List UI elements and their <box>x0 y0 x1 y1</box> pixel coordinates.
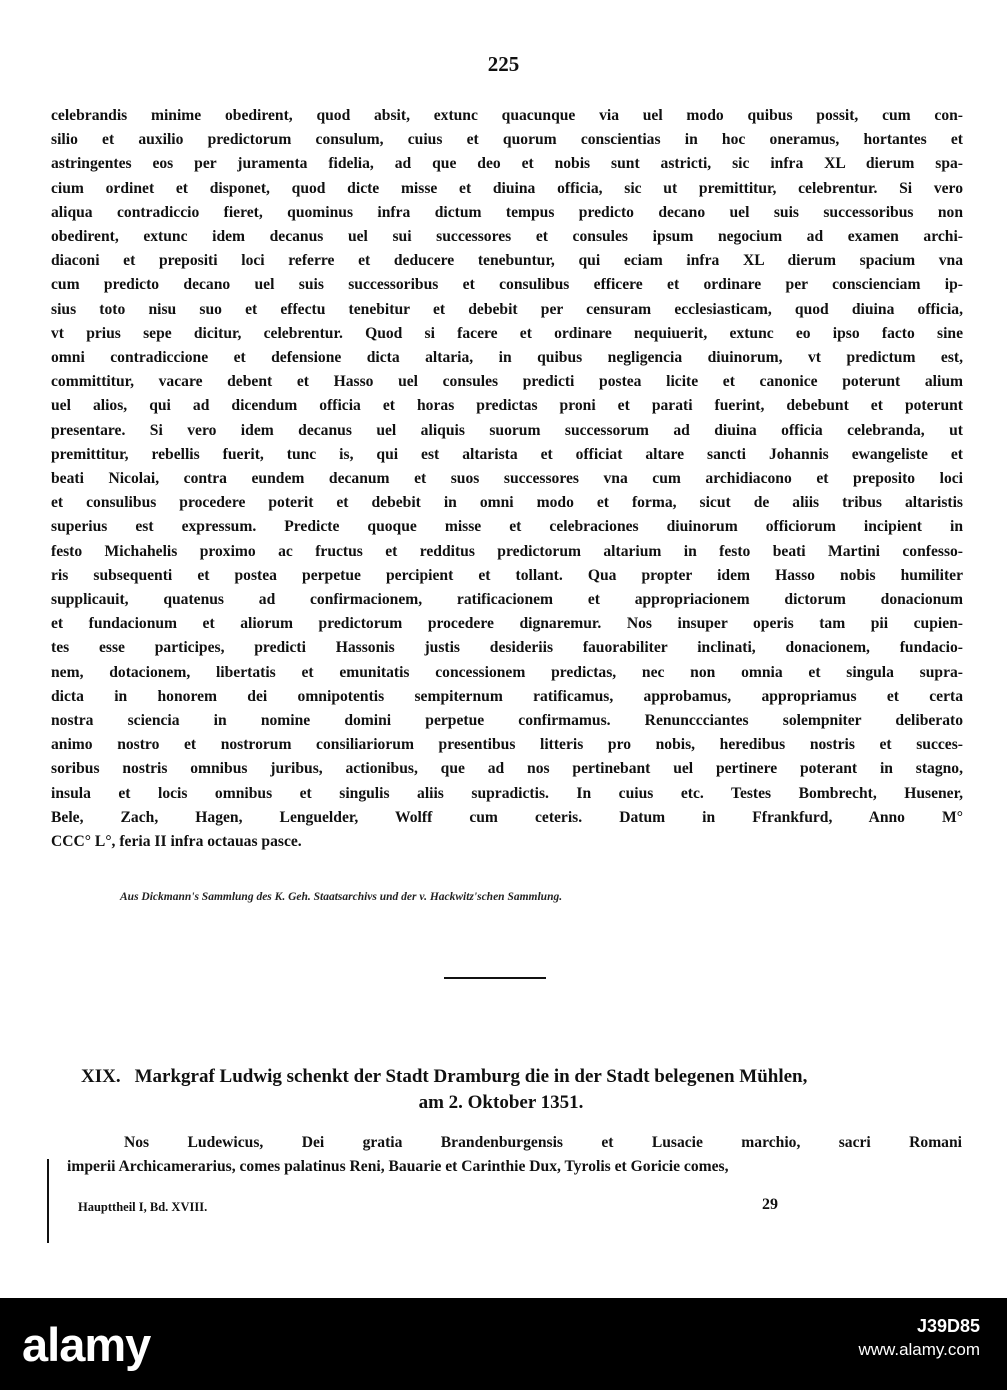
source-note: Aus Dickmann's Sammlung des K. Geh. Staatsarchivs und der v. Hackwitz'schen Sammlung. <box>120 891 563 903</box>
watermark-info <box>858 1314 980 1362</box>
margin-bar <box>47 1159 49 1243</box>
body-line: dicta in honorem dei omnipotentis sempiternum ratificamus, approbamus, appropriamus et certa <box>51 687 963 705</box>
body-line: superius est expressum. Predicte quoque misse et celebraciones diuinorum officiorum incipient in <box>51 518 963 536</box>
body-line: supplicauit, quatenus ad confirmacionem, ratificacionem et appropriacionem dictorum donacionum <box>51 591 963 609</box>
body-line: cium ordinet et disponet, quod dicte misse et diuina officia, sic ut premittitur, celebrentur. Si vero <box>51 179 963 197</box>
heading-numeral: XIX. <box>81 1066 121 1087</box>
body-line: festo Michahelis proximo ac fructus et redditus predictorum altarium in festo beati Martini confesso- <box>51 542 963 560</box>
body-line: et consulibus procedere poterit et debebit in omni modo et forma, sicut de aliis tribus altaristis <box>51 494 963 512</box>
body-line: presentare. Si vero idem decanus uel aliquis suorum successorum ad diuina officia celebranda, ut <box>51 421 963 439</box>
body-line: committitur, vacare debent et Hasso uel consules predicti postea licite et canonice poterunt alium <box>51 373 963 391</box>
body-line: sius toto nisu suo et effectu tenebitur et debebit per censuram ecclesiasticam, quod diuina officia, <box>51 300 963 318</box>
body-line: nem, dotacionem, libertatis et emunitatis concessionem predictas, nec non omnia et singula supra- <box>51 663 963 681</box>
watermark-image-id: J39D85 <box>916 1316 980 1336</box>
body-line: aliqua contradiccio fieret, quominus infra dictum tempus predicto decano uel suis successoribus non <box>51 203 963 221</box>
body-line: diaconi et prepositi loci referre et deducere tenebuntur, qui eciam infra XL dierum spacium vna <box>51 252 963 270</box>
watermark-logo: alamy <box>22 1318 151 1371</box>
body-line: silio et auxilio predictorum consulum, cuius et quorum conscientias in hoc oneramus, hortantes et <box>51 131 963 149</box>
watermark-url: www.alamy.com <box>858 1340 980 1359</box>
body-line: beati Nicolai, contra eundem decanum et suos successores vna cum archidiacono et preposito loci <box>51 470 963 488</box>
body-line: et fundacionum et aliorum predictorum procedere dignaremur. Nos insuper operis tam pii cupien- <box>51 615 963 633</box>
document-heading <box>81 1064 921 1116</box>
watermark-bar <box>0 1298 1007 1390</box>
body-line: tes esse participes, predicti Hassonis justis desideriis fauorabiliter inclinati, donacionem, fundacio- <box>51 639 963 657</box>
body-line: uel alios, qui ad dicendum officia et horas predictas proni et parati fuerint, debebunt et poterunt <box>51 397 963 415</box>
footer-signature: Haupttheil I, Bd. XVIII. <box>78 1200 208 1214</box>
heading-line-1 <box>81 1064 921 1090</box>
body-line: obedirent, extunc idem decanus uel sui successores et consules ipsum negocium ad examen archi- <box>51 228 963 246</box>
intro-line: Nos Ludewicus, Dei gratia Brandenburgensis et Lusacie marchio, sacri Romani <box>124 1134 962 1151</box>
heading-title-line-1: Markgraf Ludwig schenkt der Stadt Dramburg die in der Stadt belegenen Mühlen, <box>134 1066 808 1087</box>
body-line: ris subsequenti et postea perpetue percipient et tollant. Qua propter idem Hasso nobis humiliter <box>51 566 963 584</box>
page-number: 225 <box>487 52 520 76</box>
body-line: celebrandis minime obedirent, quod absit, extunc quacunque via uel modo quibus possit, cum con- <box>51 107 963 124</box>
heading-title-line-2: am 2. Oktober 1351. <box>418 1092 584 1113</box>
intro-line: imperii Archicamerarius, comes palatinus Reni, Bauarie et Carinthie Dux, Tyrolis et Goricie comes, <box>67 1158 729 1175</box>
body-line: animo nostro et nostrorum consiliariorum presentibus litteris pro nobis, heredibus nostris et succes- <box>51 736 963 754</box>
body-line: insula et locis omnibus et singulis aliis supradictis. In cuius etc. Testes Bombrecht, Husener, <box>51 784 963 802</box>
body-line: premittitur, rebellis fuerit, tunc is, qui est altarista et officiat altare sancti Johannis ewangeliste et <box>51 445 963 463</box>
body-line: nostra sciencia in nomine domini perpetue confirmamus. Renunccciantes solempniter deliberato <box>51 712 963 730</box>
body-line: omni contradiccione et defensione dicta altaria, in quibus negligencia diuinorum, vt predictum est, <box>51 349 963 367</box>
footer-sheet-number: 29 <box>762 1196 778 1213</box>
body-line: cum predicto decano uel suis successoribus et consulibus efficere et ordinare per conscienciam ip- <box>51 276 963 294</box>
intro-text <box>67 1131 962 1179</box>
body-text <box>51 104 963 854</box>
body-line: soribus nostris omnibus juribus, actionibus, que ad nos pertinebant uel pertinere poterant in stagno, <box>51 760 963 778</box>
body-line: CCC° L°, feria II infra octauas pasce. <box>51 833 302 851</box>
body-line: Bele, Zach, Hagen, Lenguelder, Wolff cum ceteris. Datum in Ffrankfurd, Anno M° <box>51 808 963 826</box>
body-line: vt prius sepe dicitur, celebrentur. Quod si facere et ordinare nequiuerit, extunc eo ipso facto sine <box>51 324 963 342</box>
section-separator <box>444 977 546 979</box>
body-line: astringentes eos per juramenta fidelia, ad que deo et nobis sunt astricti, sic infra XL dierum spa- <box>51 155 963 173</box>
